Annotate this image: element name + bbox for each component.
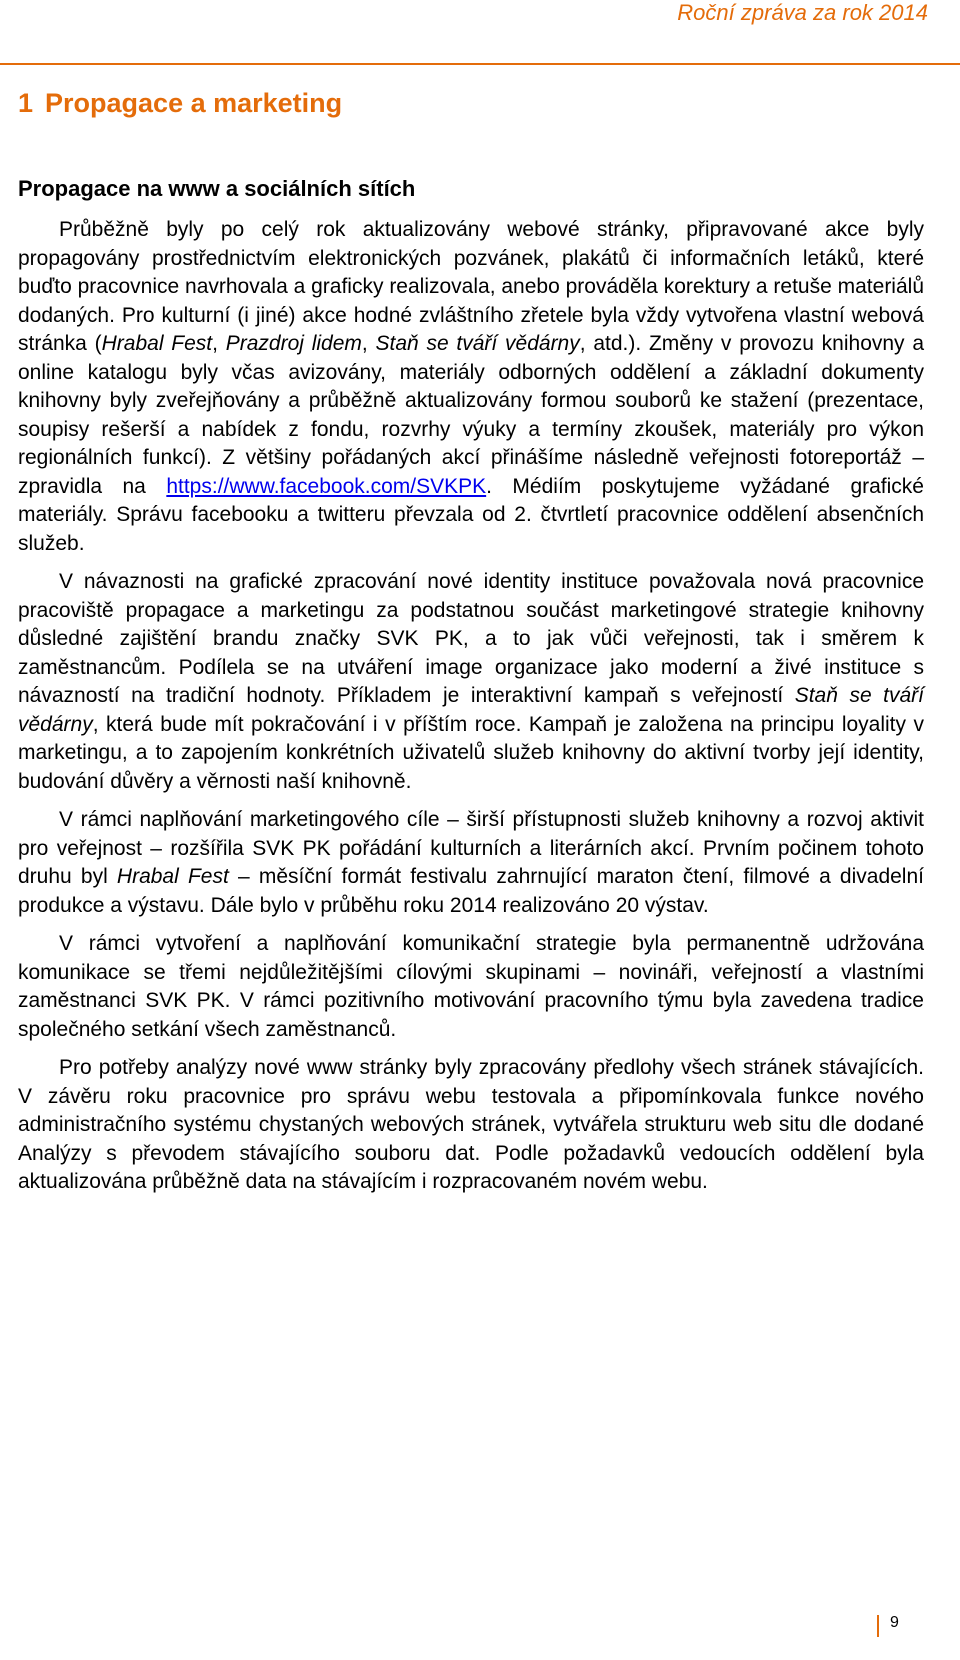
chapter-title: Propagace a marketing <box>45 88 343 118</box>
paragraph-text: , která bude mít pokračování i v příštím roce. Kampaň je založena na principu loyality v marketingu, a to zapojením konkrétních uživatelů služeb knihovny do aktivní tvorby její identity, budování důvěry a věrnosti naší knihovně. <box>18 712 924 793</box>
campaign-name: Staň se tváří vědárny <box>18 684 924 736</box>
facebook-link[interactable]: https://www.facebook.com/SVKPK <box>166 474 487 498</box>
paragraph-text: , <box>212 332 226 355</box>
paragraph-text: Průběžně byly po celý rok aktualizovány webové stránky, připravované akce byly propagovány prostřednictvím elektronických pozvánek, plakátů či informačních letáků, které buďto pracovnice navrhovala a graficky realizovala, anebo prováděla korektury a retuše materiálů dodaných. Pro kulturní (i jiné) akce hodné zvláštního zřetele byla vždy vytvořena vlastní webová stránka ( <box>18 218 924 355</box>
paragraph-text: Pro potřeby analýzy nové www stránky byly zpracovány předlohy všech stránek stávajících. V závěru roku pracovnice pro správu webu testovala a připomínkovala funkce nového administračního systému chystaných webových stránek, vytvářela strukturu web situ dle dodané Analýzy s převodem stávajícího souboru dat. Podle požadavků vedoucích oddělení byla aktualizována průběžně data na stávajícím i rozpracovaném novém webu. <box>18 1056 924 1193</box>
paragraph-text: , atd.). Změny v provozu knihovny a online katalogu byly včas avizovány, materiály odborných oddělení a základní dokumenty knihovny byly zveřejňovány a průběžně aktualizovány formou souborů ke stažení (prezentace, soupisy rešerší a nabídek z fondu, rozvrhy výuky a termíny zkoušek, materiály pro výkon regionálních funkcí). Z většiny pořádaných akcí přinášíme následně veřejnosti fotoreportáž – zpravidla na <box>18 332 925 498</box>
paragraph-text: – měsíční formát festivalu zahrnující maraton čtení, filmové a divadelní produkce a výstavu. Dále bylo v průběhu roku 2014 realizováno 20 výstav. <box>18 865 924 917</box>
paragraph-web-analysis <box>18 1054 924 1197</box>
paragraph-communication-strategy <box>18 930 924 1044</box>
page-number-divider <box>877 1615 879 1637</box>
paragraph-text: V návaznosti na grafické zpracování nové identity instituce považovala nová pracovnice pracoviště propagace a marketingu za podstatnou součást marketingové strategie knihovny důsledné zajištění brandu značky SVK PK, a to jak vůči veřejnosti, tak i směrem k zaměstnancům. Podílela se na utváření image organizace jako moderní a živé instituce s návazností na tradiční hodnoty. Příkladem je interaktivní kampaň s veřejností <box>18 570 924 707</box>
paragraph-text: , <box>361 332 376 355</box>
event-name: Prazdroj lidem <box>225 332 362 355</box>
paragraph-text: V rámci naplňování marketingového cíle – širší přístupnosti služeb knihovny a rozvoj aktivit pro veřejnost – rozšířila SVK PK pořádání kulturních a literárních akcí. Prvním počinem tohoto druhu byl <box>18 808 924 888</box>
report-header-title: Roční zpráva za rok 2014 <box>677 0 928 25</box>
report-body <box>18 216 924 1207</box>
paragraph-text: . Médiím poskytujeme vyžádané grafické materiály. Správu facebooku a twitteru převzala od 2. čtvrtletí pracovnice oddělení absenčních služeb. <box>18 474 924 555</box>
chapter-heading <box>18 88 342 119</box>
event-name: Hrabal Fest <box>116 865 229 888</box>
event-name: Hrabal Fest <box>101 332 213 355</box>
section-heading: Propagace na www a sociálních sítích <box>18 176 416 201</box>
header-divider <box>0 63 960 65</box>
paragraph-cultural-events <box>18 806 924 920</box>
paragraph-web-and-social <box>18 216 924 558</box>
paragraph-text: V rámci vytvoření a naplňování komunikační strategie byla permanentně udržována komunikace se třemi nejdůležitějšími cílovými skupinami – novináři, veřejností a vlastními zaměstnanci SVK PK. V rámci pozitivního motivování pracovního týmu byla zavedena tradice společného setkání všech zaměstnanců. <box>18 932 924 1041</box>
campaign-name: Staň se tváří vědárny <box>375 332 580 355</box>
page-number: 9 <box>890 1614 899 1631</box>
chapter-number: 1 <box>18 88 34 118</box>
paragraph-brand-identity <box>18 568 924 796</box>
